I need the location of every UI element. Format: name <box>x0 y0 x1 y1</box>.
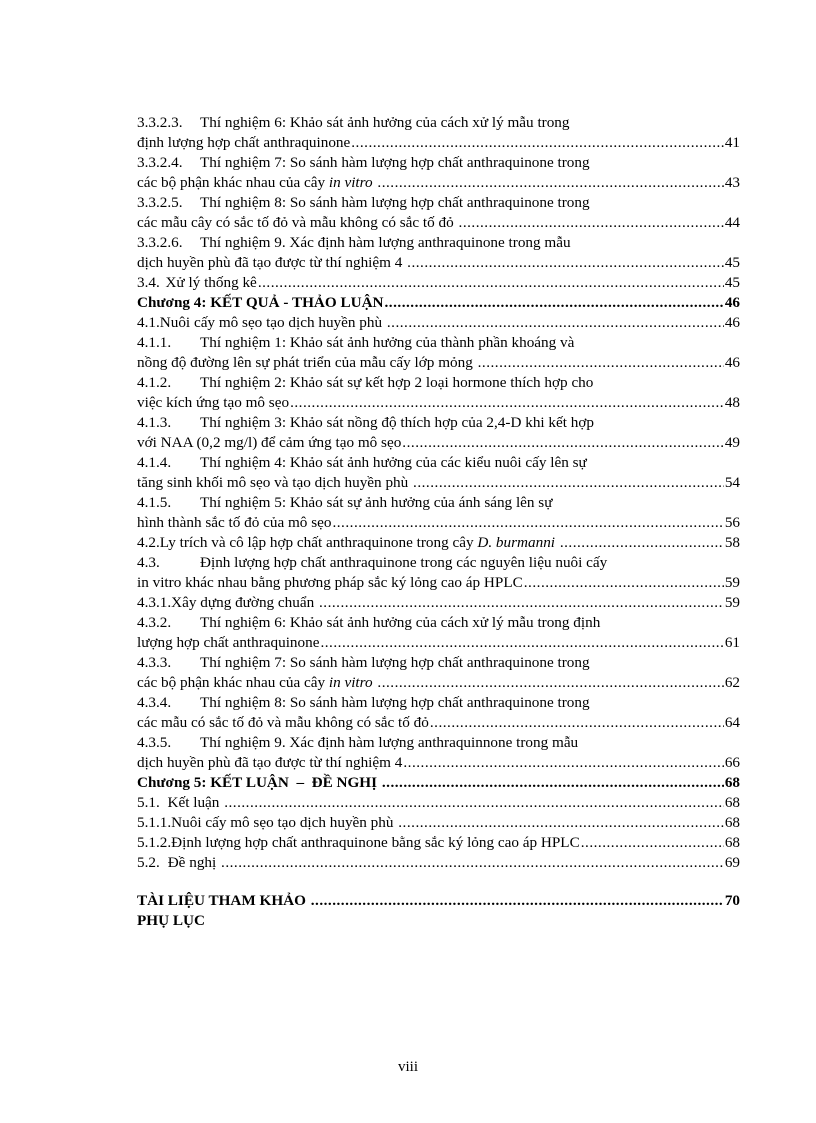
toc-entry-title: Nuôi cấy mô sẹo tạo dịch huyền phù <box>159 314 386 331</box>
toc-entry-title-italic: D. burmanni <box>477 534 556 551</box>
toc-leader-dots <box>581 833 724 853</box>
toc-leader-dots <box>382 773 724 793</box>
table-of-contents <box>137 113 740 931</box>
toc-entry[interactable] <box>137 333 740 353</box>
toc-entry-continuation[interactable] <box>137 713 740 733</box>
toc-entry-title: Thí nghiệm 7: So sánh hàm lượng hợp chất anthraquinone trong <box>200 654 590 671</box>
toc-entry-title-cont: các bộ phận khác nhau của cây <box>137 174 329 191</box>
toc-leader-dots <box>560 533 724 553</box>
toc-page-number: 59 <box>724 574 740 591</box>
toc-entry-title-cont: dịch huyền phù đã tạo được từ thí nghiệm 4 <box>137 754 403 771</box>
toc-entry[interactable] <box>137 773 740 793</box>
toc-page-number: 59 <box>724 594 740 611</box>
toc-entry-title-cont: việc kích ứng tạo mô sẹo <box>137 394 290 411</box>
toc-entry-title: Thí nghiệm 4: Khảo sát ảnh hưởng của các kiểu nuôi cấy lên sự <box>200 454 587 471</box>
toc-leader-dots <box>478 353 724 373</box>
toc-entry-title: Kết luận <box>167 794 224 811</box>
toc-entry-continuation[interactable] <box>137 573 740 593</box>
toc-page-number: 48 <box>724 394 740 411</box>
toc-entry-title-cont: tăng sinh khối mô sẹo và tạo dịch huyền phù <box>137 474 413 491</box>
toc-page-number: 54 <box>724 474 740 491</box>
toc-entry-title: PHỤ LỤC <box>137 912 205 929</box>
toc-entry-title: Thí nghiệm 9. Xác định hàm lượng anthraquinnone trong mẫu <box>200 734 579 751</box>
toc-entry[interactable] <box>137 553 740 573</box>
toc-entry[interactable] <box>137 193 740 213</box>
toc-entry-title: Thí nghiệm 2: Khảo sát sự kết hợp 2 loại hormone thích hợp cho <box>200 374 594 391</box>
toc-entry-title: Đề nghị <box>167 854 221 871</box>
toc-entry-number: 4.1. <box>137 314 160 331</box>
toc-leader-dots <box>385 293 724 313</box>
toc-page-number: 64 <box>724 714 740 731</box>
toc-page-number: 49 <box>724 434 740 451</box>
toc-entry[interactable] <box>137 313 740 333</box>
toc-entry-number: 4.1.2. <box>137 374 172 391</box>
toc-entry-title: Định lượng hợp chất anthraquinone trong các nguyên liệu nuôi cấy <box>200 554 608 571</box>
toc-entry-title-cont: dịch huyền phù đã tạo được từ thí nghiệm 4 <box>137 254 407 271</box>
toc-leader-dots <box>387 313 724 333</box>
toc-leader-dots <box>459 213 724 233</box>
toc-page-number: 45 <box>724 274 740 291</box>
toc-entry[interactable] <box>137 113 740 133</box>
toc-leader-dots <box>258 273 724 293</box>
toc-leader-dots <box>221 853 724 873</box>
toc-entry-continuation[interactable] <box>137 353 740 373</box>
toc-page-number: 44 <box>724 214 740 231</box>
toc-entry-title-cont: với NAA (0,2 mg/l) để cảm ứng tạo mô sẹo <box>137 434 402 451</box>
toc-entry-title: Thí nghiệm 3: Khảo sát nồng độ thích hợp của 2,4-D khi kết hợp <box>200 414 594 431</box>
toc-entry-title-italic: in vitro <box>328 174 373 191</box>
toc-page-number: 45 <box>724 254 740 271</box>
toc-entry-title: Nuôi cấy mô sẹo tạo dịch huyền phù <box>171 814 398 831</box>
toc-entry-number: 4.3.5. <box>137 734 172 751</box>
toc-entry-title: Thí nghiệm 8: So sánh hàm lượng hợp chất anthraquinone trong <box>200 194 590 211</box>
toc-entry-number: 5.1.2. <box>137 834 172 851</box>
toc-leader-dots <box>407 253 724 273</box>
toc-entry-number: 5.1.1. <box>137 814 172 831</box>
toc-page-number: 68 <box>724 814 740 831</box>
toc-entry-number: 4.3.3. <box>137 654 172 671</box>
toc-leader-dots <box>224 793 724 813</box>
toc-leader-dots <box>524 573 724 593</box>
toc-entry-number: 3.3.2.3. <box>137 114 183 131</box>
toc-entry[interactable] <box>137 413 740 433</box>
toc-leader-dots <box>351 133 724 153</box>
toc-entry-title-cont: lượng hợp chất anthraquinone <box>137 634 320 651</box>
toc-leader-dots <box>377 673 723 693</box>
toc-entry-number: 3.3.2.6. <box>137 234 183 251</box>
toc-page-number: 70 <box>724 892 740 909</box>
toc-entry-number: 5.2. <box>137 854 160 871</box>
toc-entry[interactable] <box>137 853 740 873</box>
toc-entry[interactable] <box>137 293 740 313</box>
toc-leader-dots <box>402 433 724 453</box>
toc-entry[interactable] <box>137 273 740 293</box>
toc-entry-title: Thí nghiệm 7: So sánh hàm lượng hợp chất anthraquinone trong <box>200 154 590 171</box>
toc-entry[interactable] <box>137 891 740 911</box>
toc-entry-title: Định lượng hợp chất anthraquinone bằng sắc ký lỏng cao áp HPLC <box>171 834 580 851</box>
toc-entry[interactable] <box>137 493 740 513</box>
toc-leader-dots <box>430 713 724 733</box>
toc-entry-title-cont: các mẫu cây có sắc tố đỏ và mẫu không có sắc tố đỏ <box>137 214 458 231</box>
toc-page-number: 68 <box>724 834 740 851</box>
toc-page-number: 41 <box>724 134 740 151</box>
toc-entry-title: Xây dựng đường chuẩn <box>171 594 318 611</box>
toc-entry[interactable] <box>137 693 740 713</box>
toc-entry-continuation[interactable] <box>137 133 740 153</box>
toc-entry-continuation[interactable] <box>137 213 740 233</box>
toc-entry[interactable] <box>137 453 740 473</box>
toc-entry[interactable] <box>137 233 740 253</box>
toc-entry-number: 5.1. <box>137 794 160 811</box>
toc-entry-title: Chương 5: KẾT LUẬN – ĐỀ NGHỊ <box>137 774 381 791</box>
toc-entry-continuation[interactable] <box>137 253 740 273</box>
toc-entry[interactable] <box>137 373 740 393</box>
toc-leader-dots <box>320 633 723 653</box>
toc-entry[interactable] <box>137 613 740 633</box>
toc-entry[interactable] <box>137 593 740 613</box>
toc-entry-title: Thí nghiệm 6: Khảo sát ảnh hưởng của cách xử lý mẫu trong <box>200 114 570 131</box>
toc-entry-title-space <box>373 673 377 693</box>
toc-leader-dots <box>311 891 724 911</box>
toc-entry-number: 4.3.1. <box>137 594 172 611</box>
toc-page-number: 62 <box>724 674 740 691</box>
toc-entry-number: 3.4. <box>137 274 160 291</box>
toc-entry-number: 4.1.5. <box>137 494 172 511</box>
toc-entry-number: 4.3.4. <box>137 694 172 711</box>
toc-entry-title-cont: hình thành sắc tố đỏ của mô sẹo <box>137 514 332 531</box>
toc-page-number: 68 <box>724 774 740 791</box>
page-number: viii <box>397 1059 418 1075</box>
toc-entry-title-cont: in vitro khác nhau bằng phương pháp sắc ký lỏng cao áp HPLC <box>137 574 523 591</box>
toc-entry[interactable] <box>137 733 740 753</box>
toc-page-number: 68 <box>724 794 740 811</box>
toc-entry-continuation[interactable] <box>137 173 740 193</box>
toc-leader-dots <box>413 473 724 493</box>
toc-entry-title-space <box>373 173 377 193</box>
toc-entry-continuation[interactable] <box>137 433 740 453</box>
toc-entry-title-italic: in vitro <box>328 674 373 691</box>
toc-entry-title: TÀI LIỆU THAM KHẢO <box>137 892 310 909</box>
toc-entry-continuation[interactable] <box>137 753 740 773</box>
toc-entry[interactable] <box>137 153 740 173</box>
toc-page-number: 56 <box>724 514 740 531</box>
toc-page-number: 61 <box>724 634 740 651</box>
toc-page-number: 66 <box>724 754 740 771</box>
toc-page-number: 46 <box>724 354 740 371</box>
toc-entry-number: 4.3. <box>137 554 160 571</box>
toc-page-number: 43 <box>724 174 740 191</box>
toc-leader-dots <box>290 393 724 413</box>
toc-entry-continuation[interactable] <box>137 513 740 533</box>
toc-entry-title: Thí nghiệm 1: Khảo sát ảnh hưởng của thành phần khoáng và <box>200 334 575 351</box>
toc-entry-continuation[interactable] <box>137 633 740 653</box>
toc-entry-title-cont: các mẫu có sắc tố đỏ và mẫu không có sắc tố đỏ <box>137 714 429 731</box>
toc-entry-title: Thí nghiệm 8: So sánh hàm lượng hợp chất anthraquinone trong <box>200 694 590 711</box>
toc-page-number: 69 <box>724 854 740 871</box>
toc-entry-number: 3.3.2.5. <box>137 194 183 211</box>
toc-entry[interactable] <box>137 911 740 931</box>
toc-leader-dots <box>319 593 724 613</box>
toc-entry-continuation[interactable] <box>137 673 740 693</box>
toc-entry-number: 4.3.2. <box>137 614 172 631</box>
toc-entry-number: 4.1.1. <box>137 334 172 351</box>
toc-entry-number: 4.1.4. <box>137 454 172 471</box>
toc-entry-number: 4.1.3. <box>137 414 172 431</box>
toc-entry-title-cont: nồng độ đường lên sự phát triển của mẫu cấy lớp mỏng <box>137 354 477 371</box>
toc-page-number: 46 <box>724 294 740 311</box>
toc-entry[interactable] <box>137 793 740 813</box>
toc-entry-continuation[interactable] <box>137 393 740 413</box>
toc-entry[interactable] <box>137 533 740 553</box>
toc-leader-dots <box>332 513 723 533</box>
toc-leader-dots <box>377 173 723 193</box>
toc-entry-title: Thí nghiệm 6: Khảo sát ảnh hưởng của cách xử lý mẫu trong định <box>200 614 601 631</box>
toc-entry[interactable] <box>137 813 740 833</box>
toc-spacer <box>137 873 740 891</box>
toc-entry-title: Thí nghiệm 9. Xác định hàm lượng anthraquinone trong mẫu <box>200 234 571 251</box>
toc-entry-title-cont: định lượng hợp chất anthraquinone <box>137 134 351 151</box>
toc-entry-title: Chương 4: KẾT QUẢ - THẢO LUẬN <box>137 294 384 311</box>
toc-entry-title-cont: các bộ phận khác nhau của cây <box>137 674 329 691</box>
toc-entry[interactable] <box>137 833 740 853</box>
toc-entry-title-space <box>555 533 559 553</box>
toc-entry-title: Xử lý thống kê <box>165 274 257 291</box>
toc-entry-title: Thí nghiệm 5: Khảo sát sự ảnh hưởng của ánh sáng lên sự <box>200 494 553 511</box>
toc-entry-number: 3.3.2.4. <box>137 154 183 171</box>
toc-entry-number: 4.2. <box>137 534 160 551</box>
toc-entry-continuation[interactable] <box>137 473 740 493</box>
toc-page-number: 58 <box>724 534 740 551</box>
toc-leader-dots <box>398 813 724 833</box>
toc-page-number: 46 <box>724 314 740 331</box>
toc-entry-title: Ly trích và cô lập hợp chất anthraquinone trong cây <box>159 534 478 551</box>
toc-leader-dots <box>403 753 723 773</box>
toc-entry[interactable] <box>137 653 740 673</box>
